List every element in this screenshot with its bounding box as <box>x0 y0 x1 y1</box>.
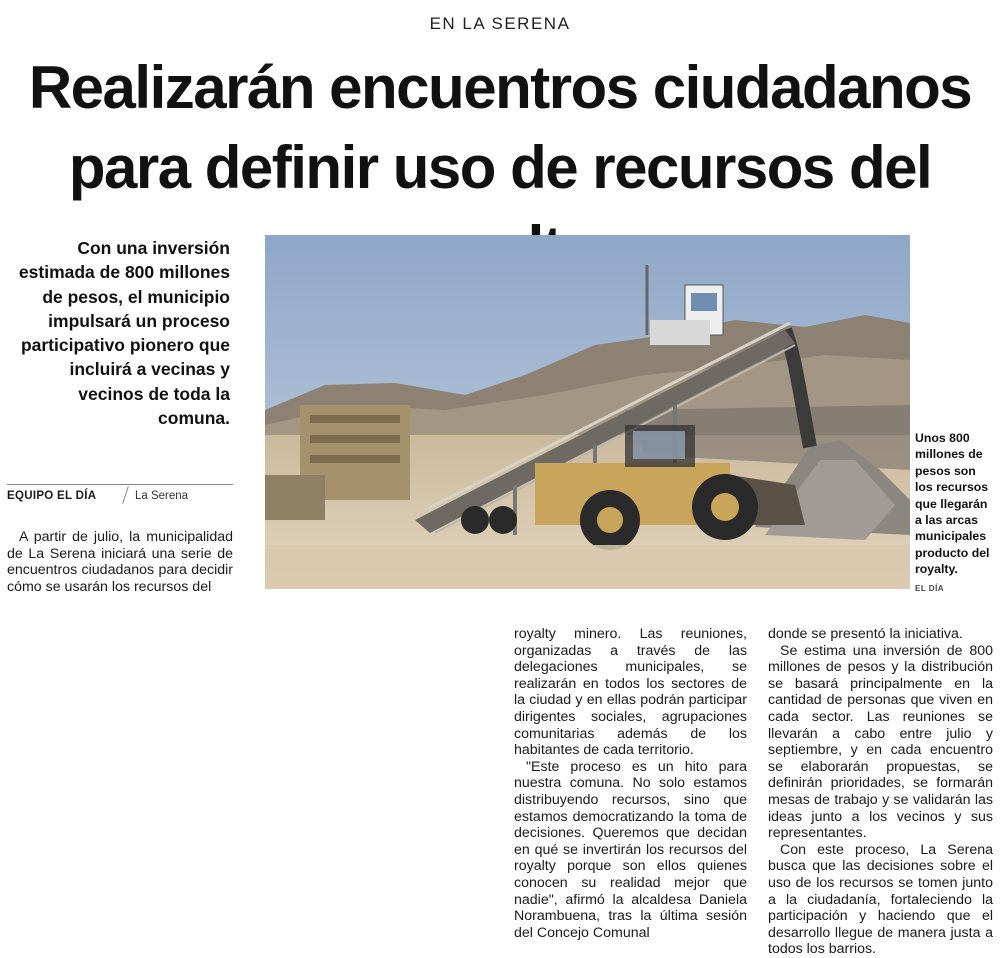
section-kicker: EN LA SERENA <box>429 14 571 33</box>
body-column-1 <box>7 529 233 595</box>
photo-illustration <box>265 235 910 589</box>
body-paragraph: A partir de julio, la municipalidad de La Serena iniciará una serie de encuentros ciudadanos para decidir cómo se usarán los recursos del <box>7 529 233 595</box>
body-column-2 <box>514 626 747 941</box>
body-paragraph: donde se presentó la iniciativa. <box>768 626 963 642</box>
body-paragraph: Se estima una inversión de 800 millones de pesos y la distribución se basará principalmente en la cantidad de personas que viven en cada sector. Las reuniones se llevarán a cabo entre julio y septiembre, y en cada encuentro se elaborarán propuestas, se definirán prioridades, se formarán mesas de trabajo y se validarán las ideas junto a los vecinos y sus representantes. <box>768 642 993 842</box>
byline-divider <box>122 486 129 503</box>
body-paragraph: Con este proceso, La Serena busca que las decisiones sobre el uso de los recursos se tomen junto a la ciudadanía, fortaleciendo la participación y haciendo que el desarrollo llegue de manera justa a todos los barrios. <box>768 841 993 958</box>
body-paragraph: royalty minero. Las reuniones, organizadas a través de las delegaciones municipales, se realizarán en todos los sectores de la ciudad y en ellas podrán participar dirigentes sociales, agrupaciones comunitarias además de los habitantes de cada territorio. <box>514 626 747 759</box>
byline-place: La Serena <box>135 490 189 502</box>
mining-conveyor-photo <box>265 235 910 589</box>
headline-line-2: para definir uso de recursos del <box>68 134 932 201</box>
lead-paragraph: Con una inversión estimada de 800 millones de pesos, el municipio impulsará un proceso participativo pionero que incluirá a vecinas y vecinos de toda la comuna. <box>18 238 230 429</box>
byline-author: EQUIPO EL DÍA <box>7 490 97 502</box>
body-paragraph-quote: "Este proceso es un hito para nuestra comuna. No solo estamos distribuyendo recursos, sino que estamos democratizando la toma de decisiones. Queremos que decidan en qué se invertirán los recursos del royalty porque son ellos quienes conocen su realidad mejor que nadie", afirmó la alcaldesa Daniela Norambuena, tras la última sesión del Concejo Comunal <box>514 758 747 941</box>
byline <box>7 484 233 507</box>
photo-credit: EL DÍA <box>915 584 945 593</box>
photo-caption: Unos 800 millones de pesos son los recursos que llegarán a las arcas municipales producto del royalty. <box>915 431 990 577</box>
headline-line-1: Realizarán encuentros ciudadanos <box>28 54 972 121</box>
body-column-3 <box>768 626 993 958</box>
